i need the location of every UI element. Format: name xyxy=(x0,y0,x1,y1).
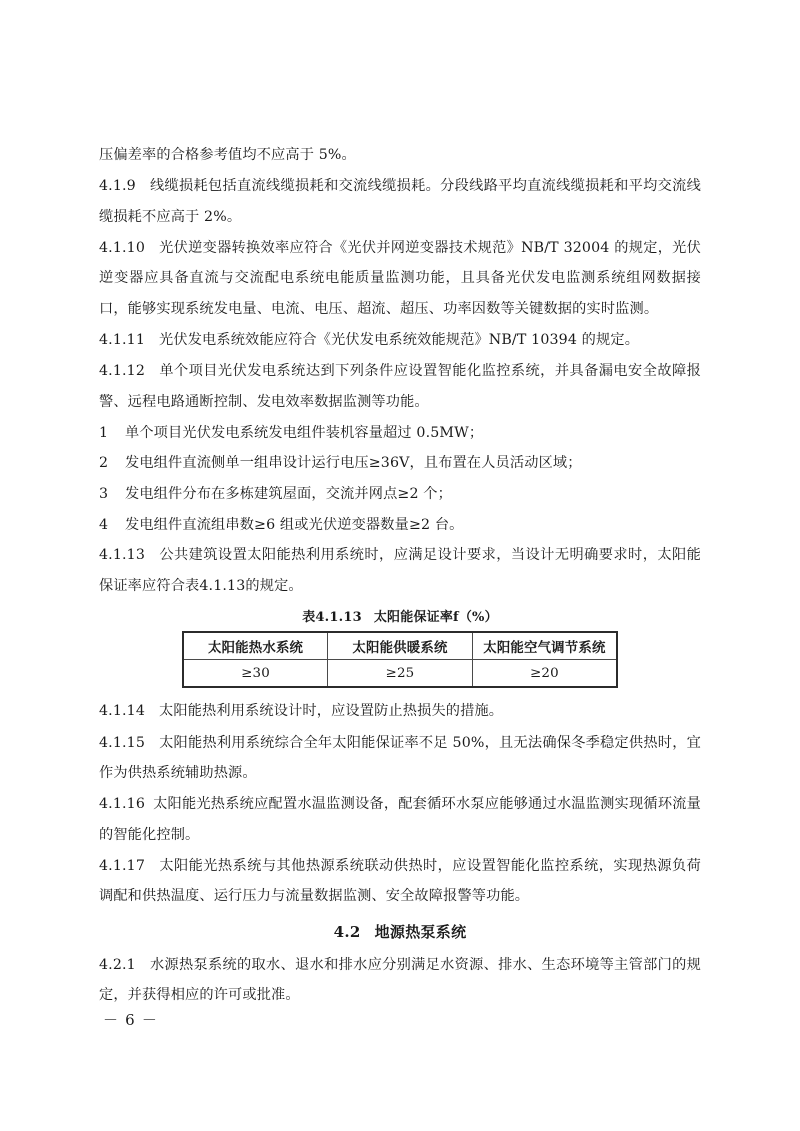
table-4-1-13-block xyxy=(99,607,701,688)
table-header-cell: 太阳能供暖系统 xyxy=(328,632,473,660)
table-cell: ≥20 xyxy=(472,660,617,688)
clause-text: 光伏发电系统效能应符合《光伏发电系统效能规范》NB/T 10394 的规定。 xyxy=(159,332,640,349)
sub-item-index: 3 xyxy=(99,486,109,503)
section-title: 地源热泵系统 xyxy=(374,923,467,942)
paragraph-continued: 压偏差率的合格参考值均不应高于 5%。 xyxy=(99,147,356,163)
sub-item-2 xyxy=(99,448,701,479)
clause-4-1-16 xyxy=(99,789,701,850)
clause-number: 4.1.11 xyxy=(99,332,146,349)
clause-4-1-17 xyxy=(99,851,701,912)
table-caption-title: 太阳能保证率f（%） xyxy=(373,610,498,626)
clause-4-1-14 xyxy=(99,696,701,727)
sub-item-3 xyxy=(99,479,701,510)
clause-text: 太阳能光热系统与其他热源系统联动供热时，应设置智能化监控系统，实现热源负荷调配和供热温度、运行压力与流量数据监测、安全故障报警等功能。 xyxy=(99,857,701,905)
clause-number: 4.2.1 xyxy=(99,956,136,973)
sub-item-text: 发电组件分布在多栋建筑屋面，交流并网点≥2 个； xyxy=(125,486,452,503)
clause-text: 水源热泵系统的取水、退水和排水应分别满足水资源、排水、生态环境等主管部门的规定，并获得相应的许可或批准。 xyxy=(99,956,701,1004)
sub-item-text: 发电组件直流组串数≥6 组或光伏逆变器数量≥2 台。 xyxy=(125,516,464,533)
table-head xyxy=(183,632,617,660)
table-cell: ≥30 xyxy=(183,660,328,688)
clause-number: 4.1.16 xyxy=(99,796,146,813)
sub-item-4 xyxy=(99,510,701,541)
clause-4-1-15 xyxy=(99,728,701,789)
sub-item-index: 1 xyxy=(99,424,109,441)
clause-number: 4.1.15 xyxy=(99,734,146,751)
table-body xyxy=(183,660,617,688)
clause-text: 单个项目光伏发电系统达到下列条件应设置智能化监控系统，并具备漏电安全故障报警、远程电路通断控制、发电效率数据监测等功能。 xyxy=(99,363,701,410)
clause-4-1-11 xyxy=(99,325,701,356)
clause-number: 4.1.12 xyxy=(99,363,146,380)
page-number-footer: － 6 － xyxy=(103,1011,159,1029)
sub-item-text: 发电组件直流侧单一组串设计运行电压≥36V，且布置在人员活动区域； xyxy=(125,455,582,472)
clause-text: 太阳能热利用系统设计时，应设置防止热损失的措施。 xyxy=(159,703,504,720)
table-header-row xyxy=(183,632,617,660)
clause-text: 光伏逆变器转换效率应符合《光伏并网逆变器技术规范》NB/T 32004 的规定，光伏逆变器应具备直流与交流配电系统电能质量监测功能，且具备光伏发电监测系统组网数据接口，能够实现系统发电量、电流、电压、超流、超压、功率因数等关键数据的实时监测。 xyxy=(99,239,701,317)
clause-number: 4.1.13 xyxy=(99,547,146,564)
sub-item-1 xyxy=(99,418,701,449)
section-heading-4-2 xyxy=(99,917,701,948)
clause-4-2-1 xyxy=(99,950,701,1011)
table-row xyxy=(183,660,617,688)
table-caption-number: 表4.1.13 xyxy=(302,610,362,626)
table-caption xyxy=(99,607,701,629)
table-header-cell: 太阳能热水系统 xyxy=(183,632,328,660)
clause-number: 4.1.17 xyxy=(99,857,146,874)
clause-4-1-13 xyxy=(99,540,701,601)
clause-4-1-10 xyxy=(99,233,701,325)
clause-text: 公共建筑设置太阳能热利用系统时，应满足设计要求，当设计无明确要求时，太阳能保证率应符合表4.1.13的规定。 xyxy=(99,547,701,594)
sub-item-index: 4 xyxy=(99,516,109,533)
clause-text: 线缆损耗包括直流线缆损耗和交流线缆损耗。分段线路平均直流线缆损耗和平均交流线缆损耗不应高于 2%。 xyxy=(99,178,701,225)
clause-text: 太阳能热利用系统综合全年太阳能保证率不足 50%，且无法确保冬季稳定供热时，宜作为供热系统辅助热源。 xyxy=(99,734,701,782)
clause-4-1-12 xyxy=(99,356,701,417)
sub-item-text: 单个项目光伏发电系统发电组件装机容量超过 0.5MW； xyxy=(125,424,484,441)
section-number: 4.2 xyxy=(333,923,361,942)
clause-number: 4.1.9 xyxy=(99,178,136,195)
page-content xyxy=(99,140,701,1011)
sub-item-index: 2 xyxy=(99,455,109,472)
clause-text: 太阳能光热系统应配置水温监测设备，配套循环水泵应能够通过水温监测实现循环流量的智能化控制。 xyxy=(99,796,701,843)
table-header-cell: 太阳能空气调节系统 xyxy=(472,632,617,660)
clause-4-1-9 xyxy=(99,171,701,232)
clause-number: 4.1.14 xyxy=(99,703,146,720)
clause-number: 4.1.10 xyxy=(99,239,146,256)
table-4-1-13 xyxy=(182,631,618,688)
table-cell: ≥25 xyxy=(328,660,473,688)
